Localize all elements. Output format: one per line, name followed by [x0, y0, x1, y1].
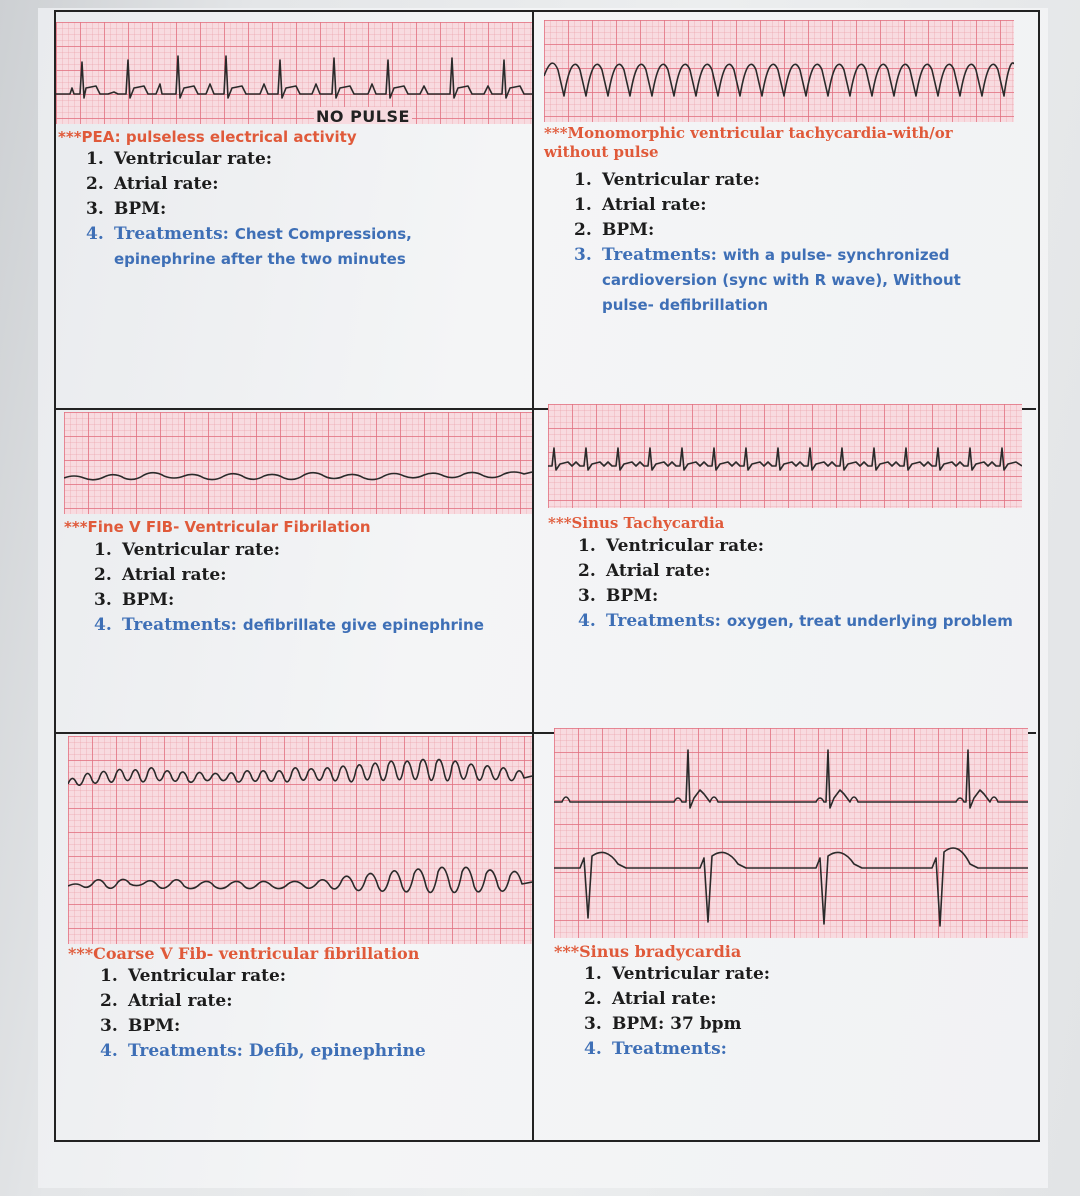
coarse-vfib-item-bpm: 3. BPM:	[100, 1016, 181, 1036]
pea-item-atrial-rate: 2. Atrial rate:	[86, 174, 219, 194]
vtach-question-list	[574, 168, 961, 318]
ecg-trace-sinus-brady-upper	[554, 750, 1028, 808]
sinus-tachy-treatment-text: oxygen, treat underlying problem	[726, 612, 1013, 630]
ecg-strip-coarse-vfib	[68, 736, 532, 944]
vtach-item-ventricular-rate: 1. Ventricular rate:	[574, 170, 761, 190]
ecg-trace-fine-vfib	[64, 472, 532, 480]
coarse-vfib-treatment-text: Defib, epinephrine	[248, 1041, 426, 1061]
ecg-strip-pea	[56, 22, 532, 124]
sinus-brady-question-list	[584, 962, 770, 1062]
fine-vfib-title: ***Fine V FIB- Ventricular Fibrilation	[64, 518, 371, 536]
sinus-brady-item-bpm: 3. BPM: 37 bpm	[584, 1014, 742, 1034]
sinus-brady-item-ventricular-rate: 1. Ventricular rate:	[584, 964, 771, 984]
pea-item-ventricular-rate: 1. Ventricular rate:	[86, 149, 273, 169]
vtach-item-atrial-rate: 1. Atrial rate:	[574, 195, 707, 215]
sinus-tachy-item-ventricular-rate: 1. Ventricular rate:	[578, 536, 765, 556]
fine-vfib-item-atrial-rate: 2. Atrial rate:	[94, 565, 227, 585]
coarse-vfib-title: ***Coarse V Fib- ventricular fibrillation	[68, 944, 420, 963]
fine-vfib-item-treatments: 4. Treatments: defibrillate give epinephrine	[94, 615, 484, 635]
fine-vfib-treatment-text: defibrillate give epinephrine	[242, 616, 484, 634]
fine-vfib-question-list	[94, 538, 484, 638]
ecg-trace-pea	[56, 56, 532, 98]
vtach-title: ***Monomorphic ventricular tachycardia-with/or without pulse	[544, 124, 953, 161]
pea-treatment-text-2: epinephrine after the two minutes	[114, 250, 406, 268]
ecg-strip-sinus-brady	[554, 728, 1028, 938]
ecg-strip-sinus-tachy	[548, 404, 1022, 508]
vtach-treatment-text-3: pulse- defibrillation	[602, 296, 769, 314]
pea-title: ***PEA: pulseless electrical activity	[58, 128, 357, 146]
coarse-vfib-item-atrial-rate: 2. Atrial rate:	[100, 991, 233, 1011]
ecg-trace-coarse-vfib-lower	[68, 867, 532, 892]
sinus-brady-title: ***Sinus bradycardia	[554, 942, 742, 961]
pea-question-list	[86, 147, 412, 272]
ecg-strip-vtach	[544, 20, 1014, 122]
vtach-treatment-text: with a pulse- synchronized	[722, 246, 950, 264]
fine-vfib-item-bpm: 3. BPM:	[94, 590, 175, 610]
no-pulse-label: NO PULSE	[316, 107, 410, 124]
ecg-trace-vtach	[544, 63, 1014, 96]
pea-item-bpm: 3. BPM:	[86, 199, 167, 219]
sinus-tachy-item-bpm: 3. BPM:	[578, 586, 659, 606]
vtach-treatment-text-2: cardioversion (sync with R wave), Without	[602, 271, 961, 289]
worksheet-page	[38, 8, 1048, 1188]
ecg-trace-sinus-tachy	[548, 448, 1022, 470]
sinus-tachy-item-atrial-rate: 2. Atrial rate:	[578, 561, 711, 581]
sinus-tachy-question-list	[578, 534, 1013, 634]
ecg-trace-sinus-brady-lower	[554, 848, 1028, 926]
sinus-tachy-item-treatments: 4. Treatments: oxygen, treat underlying problem	[578, 611, 1013, 631]
sinus-tachy-title: ***Sinus Tachycardia	[548, 514, 725, 532]
sinus-brady-item-treatments: 4. Treatments:	[584, 1039, 727, 1059]
fine-vfib-item-ventricular-rate: 1. Ventricular rate:	[94, 540, 281, 560]
coarse-vfib-item-ventricular-rate: 1. Ventricular rate:	[100, 966, 287, 986]
column-divider	[532, 10, 534, 1140]
pea-treatment-text: Chest Compressions,	[234, 225, 412, 243]
coarse-vfib-question-list	[100, 964, 426, 1064]
coarse-vfib-item-treatments: 4. Treatments: Defib, epinephrine	[100, 1041, 426, 1061]
ecg-trace-coarse-vfib-upper	[68, 760, 532, 786]
sinus-brady-item-atrial-rate: 2. Atrial rate:	[584, 989, 717, 1009]
vtach-item-treatments: 3. Treatments: with a pulse- synchronized cardioversion (sync with R wave), Without pulse- defibrillation	[574, 243, 961, 318]
vtach-item-bpm: 2. BPM:	[574, 220, 655, 240]
pea-item-treatments: 4. Treatments: Chest Compressions, epinephrine after the two minutes	[86, 222, 412, 272]
ecg-strip-fine-vfib	[64, 412, 532, 514]
